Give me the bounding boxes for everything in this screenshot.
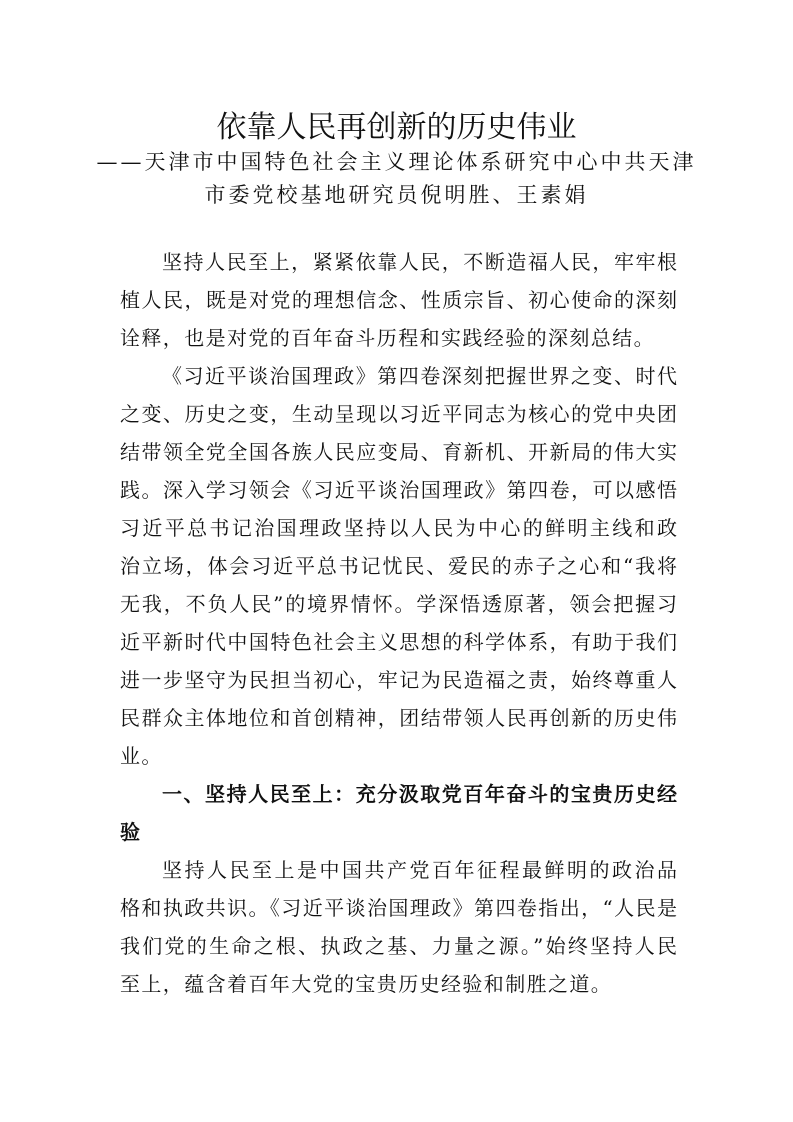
- text-line: 近平新时代中国特色社会主义思想的科学体系，有助于我们: [120, 630, 677, 654]
- document-body: [120, 243, 677, 1003]
- text-line: 结带领全党全国各族人民应变局、育新机、开新局的伟大实: [120, 440, 677, 464]
- text-line: 验: [120, 820, 142, 844]
- text-line: 业。: [120, 744, 163, 768]
- document-title: 依靠人民再创新的历史伟业: [216, 110, 577, 145]
- subtitle-line: 市委党校基地研究员倪明胜、王素娟: [204, 183, 589, 207]
- text-line: 治立场，体会习近平总书记忧民、爱民的赤子之心和“我将: [120, 554, 677, 578]
- text-line: 植人民，既是对党的理想信念、性质宗旨、初心使命的深刻: [120, 288, 677, 312]
- subtitle-line: ——天津市中国特色社会主义理论体系研究中心中共天津: [96, 150, 697, 174]
- text-line: 格和执政共识。《习近平谈治国理政》第四卷指出，“人民是: [120, 896, 677, 920]
- text-line: 《习近平谈治国理政》第四卷深刻把握世界之变、时代: [162, 364, 677, 388]
- text-line: 一、坚持人民至上：充分汲取党百年奋斗的宝贵历史经: [162, 782, 677, 806]
- paragraph: [120, 357, 677, 775]
- text-line: 坚持人民至上是中国共产党百年征程最鲜明的政治品: [162, 858, 677, 882]
- paragraph: [120, 851, 677, 1003]
- text-line: 我们党的生命之根、执政之基、力量之源。”始终坚持人民: [120, 934, 677, 958]
- text-line: 民群众主体地位和首创精神，团结带领人民再创新的历史伟: [120, 706, 677, 730]
- text-line: 坚持人民至上，紧紧依靠人民，不断造福人民，牢牢根: [162, 250, 677, 274]
- text-line: 无我，不负人民”的境界情怀。学深悟透原著，领会把握习: [120, 592, 677, 616]
- text-line: 诠释，也是对党的百年奋斗历程和实践经验的深刻总结。: [120, 326, 655, 350]
- text-line: 至上，蕴含着百年大党的宝贵历史经验和制胜之道。: [120, 972, 613, 996]
- section-heading: [120, 775, 677, 851]
- paragraph: [120, 243, 677, 357]
- text-line: 之变、历史之变，生动呈现以习近平同志为核心的党中央团: [120, 402, 677, 426]
- text-line: 习近平总书记治国理政坚持以人民为中心的鲜明主线和政: [120, 516, 677, 540]
- text-line: 进一步坚守为民担当初心，牢记为民造福之责，始终尊重人: [120, 668, 677, 692]
- text-line: 践。深入学习领会《习近平谈治国理政》第四卷，可以感悟: [120, 478, 677, 502]
